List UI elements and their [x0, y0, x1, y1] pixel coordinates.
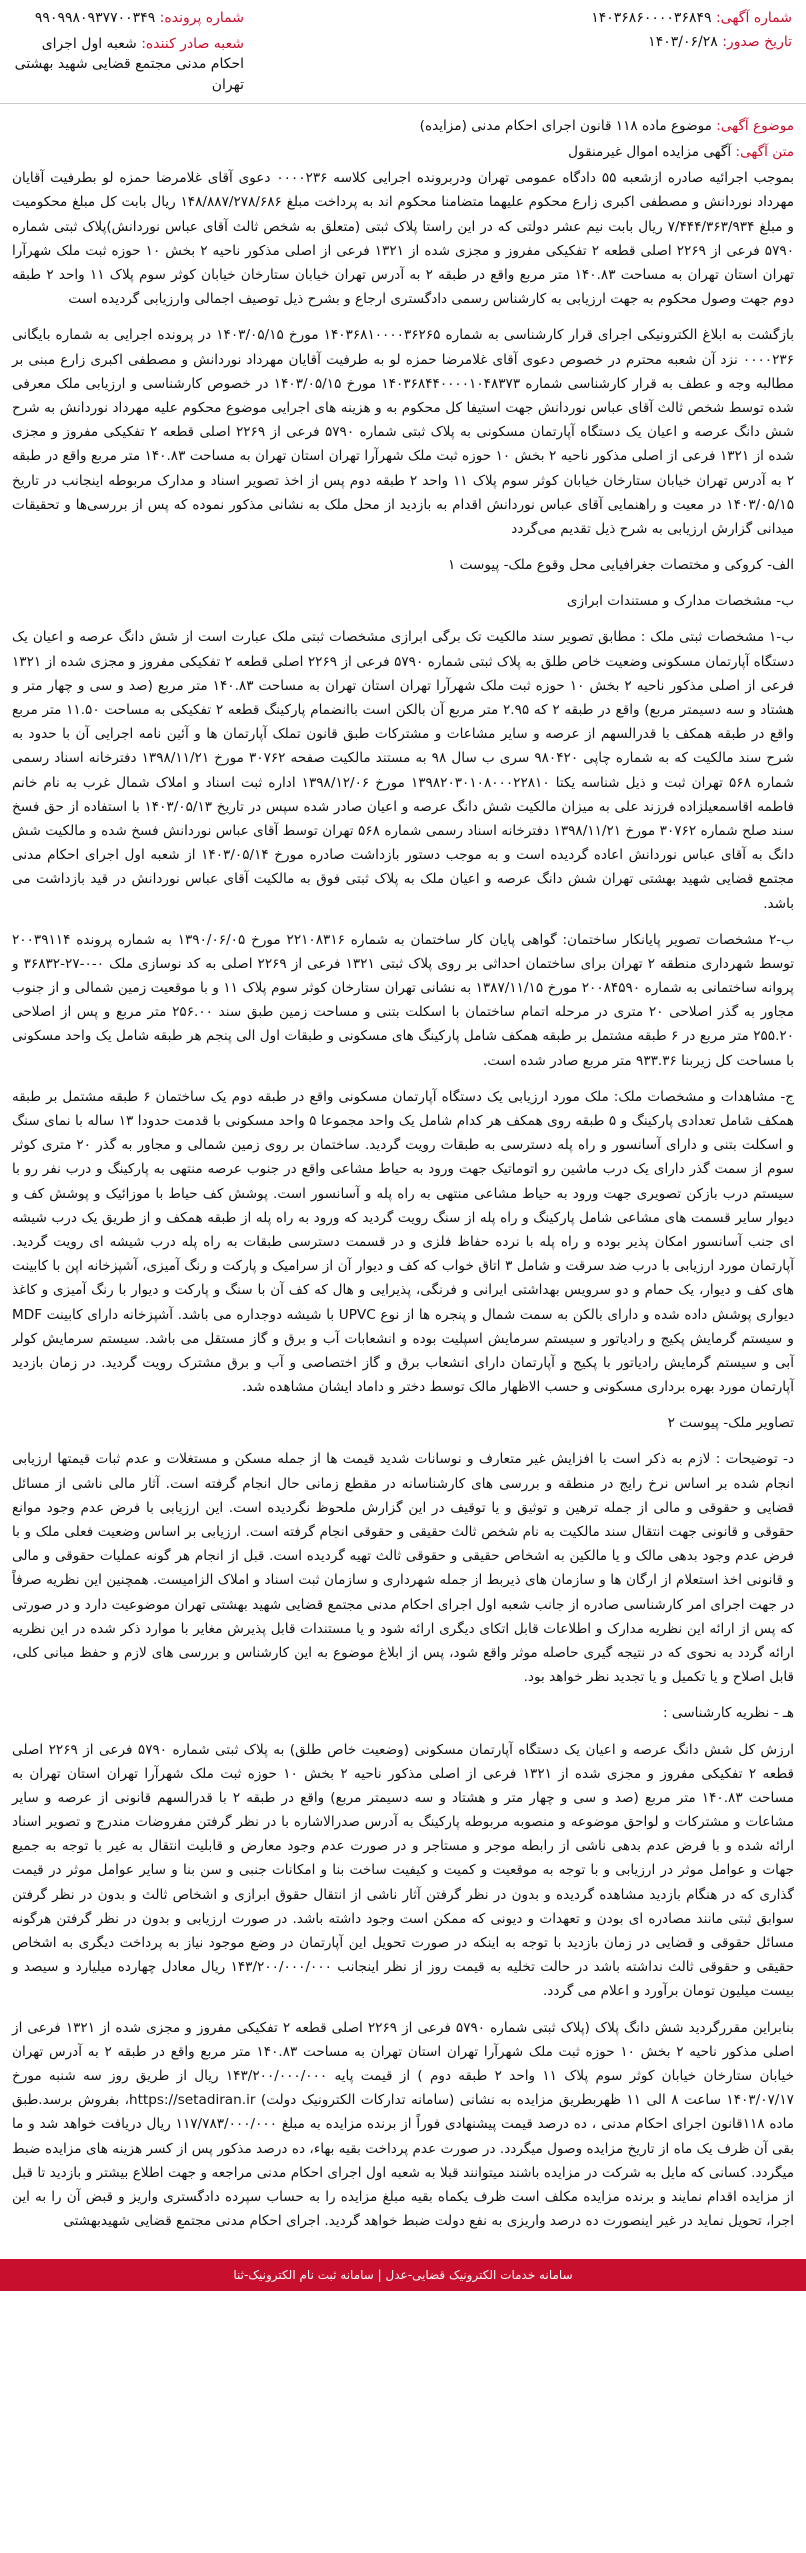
publish-date-value: ۱۴۰۳/۰۶/۲۸ [648, 34, 718, 50]
notice-paragraph: الف- کروکی و مختصات جغرافیایی محل وقوع ملک- پیوست ۱ [447, 557, 794, 574]
notice-paragraph: ارزش کل شش دانگ عرصه و اعیان یک دستگاه آپارتمان مسکونی (وضعیت خاص طلق) به پلاک ثبتی شماره ۵۷۹۰ فرعی از ۲۲۶۹ اصلی قطعه ۲ تفکیکی مفروز و مجزی شده از ۱۳۲۱ فرعی از اصلی مذکور ناحیه ۲ بخش ۱۰ حوزه ثبت ملک شهرآرا تهران استان تهران به مساحت ۱۴۰.۸۳ متر مربع (صد و سی و چهار متر و هشتاد و سه دسیمتر مربع) واقع در طبقه ۲ با قدرالسهم قانونی از عرصه و سایر مشاعات و مشترکات و لواحق موضوعه و منصوبه مربوطه پارکینگ به آدرس صدرالاشاره با در نظر گرفتن مفروضات مندرج و تصویر اسناد ارائه شده و با فرض عدم بدهی ناشی از رابطه موجر و مستاجر و در صورت عدم وجود معارض و قابلیت انتقال به غیر با توجه به جمیع جهات و عوامل موثر در ارزیابی و با توجه به موقعیت و کمیت و کیفیت ساخت بنا و امکانات جنبی و سن بنا و سایر عوامل موثر در قیمت گذاری که در هنگام بازدید مشاهده گردیده و بدون در نظر گرفتن آثار ناشی از انتقال حقوق ابرازی و اشخاص ثالث و بدون در نظر گرفتن سوابق ثبتی مانند مصادره ای بودن و تعهدات و دیونی که ممکن است وجود داشته باشد. در صورت ارزیابی و بدون در نظر گرفتن هرگونه مسائل حقوقی و قضایی در زمان بازدید با توجه به اینکه در صورت تحویل این آپارتمان در وضع موجود نیاز به پرداخت دیگری به اشخاص حقیقی و حقوقی ثالث نداشته باشد در حالت تخلیه به قیمت روز از نظر اینجانب ۱۴۳/۲۰۰/۰۰۰/۰۰۰ ریال معادل چهارده میلیارد و سیصد و بیست میلیون تومان برآورد و اعلام می گردد. [12, 1741, 795, 2000]
ad-text-value: آگهی مزایده اموال غیرمنقول [568, 144, 732, 161]
notice-header [0, 0, 806, 104]
ad-topic-value: موضوع ماده ۱۱۸ قانون اجرای احکام مدنی (مزایده) [419, 117, 712, 134]
site-footer[interactable] [0, 2259, 806, 2291]
issuing-branch-label: شعبه صادر کننده: [141, 36, 244, 52]
case-number-row [35, 10, 244, 26]
ad-number-value: ۱۴۰۳۶۸۶۰۰۰۰۳۶۸۴۹ [591, 10, 712, 26]
notice-paragraph: ب- مشخصات مدارک و مستندات ابرازی [566, 593, 794, 610]
notice-paragraph: ج- مشاهدات و مشخصات ملک: ملک مورد ارزیابی یک دستگاه آپارتمان مسکونی واقع در طبقه دوم یک ساختمان ۶ طبقه مشتمل بر طبقه همکف شامل تعدادی پارکینگ و ۵ طبقه روی همکف هر کدام شامل یک واحد مجموعا ۵ واحد مسکونی با قدمت حدودا ۱۳ ساله با نمای سنگ و اسکلت بتنی و دارای آسانسور و راه پله دسترسی به طبقات رویت گردید. ساختمان بر روی زمین شمالی و مجاور به گذر ۲۰ متری کوثر سوم از سمت گذر دارای یک درب ماشین رو اتوماتیک جهت ورود به حیاط مشاعی واقع در جنوب عرصه منتهی به پارکینگ و درب نفر رو با سیستم درب بازکن تصویری جهت ورود به حیاط مشاعی منتهی به راه پله و آسانسور است. پوشش کف حیاط با موزائیک و پوشش کف و دیوار سایر قسمت های مشاعی شامل پارکینگ و راه پله از سنگ رویت گردید که ورود به راه پله از طبقه همکف و از طریق یک درب شیشه ای جنب آسانسور امکان پذیر بوده و راه پله با نرده حفاظ فلزی و در قسمت دسترسی طبقات به راه پله درب شیشه ای رویت گردید. آپارتمان مورد ارزیابی با درب ضد سرقت و شامل ۳ اتاق خواب که کف و دیوار آن از سرامیک و پارکت و رنگ آمیزی، آشپزخانه اپن با کابینت های کف و دیوار، یک حمام و دو سرویس بهداشتی ایرانی و فرنگی، پذیرایی و هال که کف آن با سنگ و پارکت و دیوار با رنگ آمیزی و کاغذ دیواری پوشش داده شده و دارای بالکن به سمت شمال و پنجره ها از نوع UPVC با شیشه دوجداره می باشد. آشپزخانه دارای کابینت MDF و سیستم گرمایش پکیج و رادیاتور و سیستم سرمایش اسپلیت بوده و انشعابات آب و برق و گاز مستقل می باشد. سیستم سرمایش کولر آبی و سیستم گرمایش رادیاتور با پکیج و آپارتمان دارای انشعاب برق و گاز اختصاصی و آب و برق مشترک رویت گردید. در زمان بازدید آپارتمان مورد بهره برداری مسکونی و حسب الاظهار مالک توسط دختر و داماد ایشان مشاهده شد. [12, 1088, 795, 1396]
notice-paragraph: تصاویر ملک- پیوست ۲ [667, 1415, 794, 1432]
publish-date-row [591, 34, 792, 50]
notice-paragraph: هـ - نظریه کارشناسی : [663, 1705, 794, 1722]
notice-paragraph: بازگشت به ابلاغ الکترونیکی اجرای قرار کارشناسی به شماره ۱۴۰۳۶۸۱۰۰۰۰۳۶۲۶۵ مورخ ۱۴۰۳/۰۵/۱۵ در پرونده اجرایی به شماره بایگانی ۰۰۰۰۲۳۶ نزد آن شعبه محترم در خصوص دعوی آقای غلامرضا حمزه لو به طرفیت آقایان مهرداد نوردانش و مصطفی اکبری زارع مبنی بر مطالبه وجه و عطف به قرار کارشناسی شماره ۱۴۰۳۶۸۴۴۰۰۰۰۱۰۴۸۳۷۳ مورخ ۱۴۰۳/۰۵/۱۵ در خصوص کارشناسی و ارزیابی ملک معرفی شده توسط شخص ثالث آقای عباس نوردانش جهت استیفا کل محکوم به و هزینه های اجرایی موضوع محکوم علیه مهرداد نوردانش به شرح شش دانگ عرصه و اعیان یک دستگاه آپارتمان مسکونی به پلاک ثبتی شماره ۵۷۹۰ فرعی از ۲۲۶۹ اصلی قطعه ۲ تفکیکی مفروز و مجزی شده از ۱۳۲۱ فرعی از اصلی مذکور ناحیه ۲ بخش ۱۰ حوزه ثبت ملک شهرآرا تهران استان تهران به مساحت ۱۴۰.۸۳ متر مربع واقع در طبقه ۲ به آدرس تهران خیابان ستارخان خیابان کوثر سوم پلاک ۱۱ واحد ۲ طبقه دوم پس از اخذ تصویر اسناد و مدارک مربوطه اینجانب در تاریخ ۱۴۰۳/۰۵/۱۵ در معیت و راهنمایی آقای عباس نوردانش اقدام به بازدید از محل ملک به نشانی مذکور نموده که پس از بررسی‌ها و تحقیقات میدانی گزارش ارزیابی به شرح ذیل تقدیم می‌گردد [12, 327, 795, 537]
header-right-column [591, 10, 792, 50]
notice-paragraph: د- توضیحات : لازم به ذکر است با افزایش غیر متعارف و نوسانات شدید قیمت ها از جمله مسکن و مستغلات و عدم ثبات قیمتها ارزیابی انجام شده بر اساس نرخ رایج در منطقه و بررسی های کارشناسانه در مقطع زمانی حال انجام گرفته است. آثار مالی ناشی از مسائل قضایی و حقوقی و مالی از جمله ترهین و توثیق و یا توقیف در این گزارش ملحوظ نگردیده است. این ارزیابی با فرض عدم وجود موانع حقوقی و قانونی جهت انتقال سند مالکیت به نام شخص ثالث حقیقی و حقوقی انجام گرفته است. ارزیابی بر اساس وضعیت فعلی ملک و با فرض عدم وجود بدهی مالک و یا مالکین به اشخاص حقیقی و حقوقی ثالث تهیه گردیده است. قبل از انجام هر گونه عملیات حقوقی و مالی و قانونی اخذ استعلام از ارگان ها و سازمان های ذیربط از جمله شهرداری و سازمان ثبت اسناد و املاک الزامیست. همچنین این نظریه صرفاً در جهت اجرای امر کارشناسی صادره از جانب شعبه اول اجرای احکام مدنی مجتمع قضایی شهید بهشتی تهران موضوعیت دارد و در صورتی که پس از ارائه این نظریه مدارک و اطلاعات قابل اتکای دیگری ارائه شود و یا مستندات قابل پذیرش مغایر با موارد ذکر شده در این نظریه ارائه گردد به نحوی که در نتیجه گیری حاصله موثر واقع شود، پس از ابلاغ موضوع به این کارشناس و بررسی های لازم و حفظ مبانی کلی، قابل اصلاح و یا تکمیل و یا تجدید نظر خواهد بود. [12, 1451, 794, 1686]
ad-topic [12, 114, 794, 138]
case-number-label: شماره پرونده: [159, 10, 244, 26]
ad-topic-label: موضوع آگهی: [716, 117, 794, 134]
ad-text-label: متن آگهی: [735, 144, 794, 161]
notice-paragraph: ب-۱ مشخصات ثبتی ملک : مطابق تصویر سند مالکیت تک برگی ابرازی مشخصات ثبتی ملک عبارت است از شش دانگ عرصه و اعیان یک دستگاه آپارتمان مسکونی وضعیت خاص طلق به پلاک ثبتی شماره ۵۷۹۰ فرعی از ۲۲۶۹ اصلی قطعه ۲ تفکیکی مفروز و مجزی شده از ۱۳۲۱ فرعی از اصلی مذکور ناحیه ۲ بخش ۱۰ حوزه ثبت ملک شهرآرا تهران استان تهران به مساحت ۱۴۰.۸۳ متر مربع (صد و سی و چهار متر و هشتاد و سه دسیمتر مربع) واقع در طبقه ۲ که ۲.۹۵ متر مربع آن بالکن است باانضمام پارکینگ قطعه ۲ تفکیکی به مساحت ۱۱.۵۰ متر مربع واقع در طبقه همکف با قدرالسهم از عرصه و سایر مشاعات و مشترکات طبق قانون تملک آپارتمان ها و آئین نامه اجرایی آن با حدود به شرح سند مالکیت که به شماره چاپی ۹۸۰۴۲۰ سری ب سال ۹۸ به مستند مالکیت صفحه ۳۰۷۶۲ مورخ ۱۳۹۸/۱۱/۲۱ دفترخانه اسناد رسمی شماره ۵۶۸ تهران ثبت و ذیل شناسه یکتا ۱۳۹۸۲۰۳۰۱۰۸۰۰۰۲۲۸۱۰ مورخ ۱۳۹۸/۱۲/۰۶ اداره ثبت اسناد و املاک شمال غرب به نام خانم فاطمه اقاسمعیلزاده فرزند علی به میزان مالکیت شش دانگ عرصه و اعیان صادر شده سپس در تاریخ ۱۴۰۳/۰۵/۱۳ با استفاده از حق فسخ سند صلح شماره ۳۰۷۶۲ مورخ ۱۳۹۸/۱۱/۲۱ دفترخانه اسناد رسمی شماره ۵۶۸ تهران توسط آقای عباس نوردانش فسخ شده و مالکیت شش دانگ به آقای عباس نوردانش اعاده گردیده است و به موجب دستور بازداشت صادره مورخ ۱۴۰۳/۰۵/۱۴ از شعبه اول اجرای احکام مدنی مجتمع قضایی شهید بهشتی تهران شش دانگ عرصه و اعیان ملک به پلاک ثبتی فوق به مالکیت آقای عباس نوردانش در قید بازداشت می باشد. [12, 629, 795, 912]
ad-number-label: شماره آگهی: [715, 10, 792, 26]
issuing-branch-row [14, 34, 244, 95]
footer-links[interactable]: سامانه خدمات الکترونیک قضایی-عدل | سامانه ثبت نام الکترونیک-ثنا [233, 2268, 573, 2283]
header-left-column [14, 10, 244, 95]
notice-content [0, 104, 806, 2243]
notice-paragraph: بنابراین مقررگردید شش دانگ پلاک (پلاک ثبتی شماره ۵۷۹۰ فرعی از ۲۲۶۹ اصلی قطعه ۲ تفکیکی مفروز و مجزی شده از ۱۳۲۱ فرعی از اصلی مذکور ناحیه ۲ بخش ۱۰ حوزه ثبت ملک شهرآرا تهران استان تهران به مساحت ۱۴۰.۸۳ متر مربع واقع در طبقه ۲ به آدرس تهران خیابان ستارخان خیابان کوثر سوم پلاک ۱۱ واحد ۲ طبقه دوم ) از قیمت پایه ۱۴۳/۲۰۰/۰۰۰/۰۰۰ ریال از طریق روز سه شنبه مورخ ۱۴۰۳/۰۷/۱۷ ساعت ۸ الی ۱۱ ظهربطریق مزایده به نشانی (سامانه تدارکات الکترونیک دولت) https://setadiran.ir، بفروش برسد.طبق ماده ۱۱۸قانون اجرای احکام مدنی ، ده درصد قیمت پیشنهادی فوراً از برنده مزایده به مبلغ ۱۱۷/۷۸۳/۰۰۰/۰۰۰ ریال دریافت خواهد شد و ما بقی آن ظرف یک ماه از تاریخ مزایده وصول میگردد. در صورت عدم پرداخت بقیه بهاء، ده درصد مذکور پس از کسر هزینه های مزایده ضبط میگردد. کسانی که مایل به شرکت در مزایده باشند میتوانند قبلا به شعبه اول اجرای احکام مدنی مراجعه و جهت اطلاع بیشتر و بازدید تا قبل از مزایده اقدام نمایند و برنده مزایده مکلف است ظرف یکماه بقیه مبلغ مزایده را به حساب سپرده دادگستری واریز و قبض آن را به این اجرا، تحویل نماید در غیر اینصورت ده درصد واریزی به نفع دولت ضبط خواهد گردید. اجرای احکام مدنی مجتمع قضایی شهیدبهشتی [12, 2019, 795, 2230]
notice-paragraph: ب-۲ مشخصات تصویر پایانکار ساختمان: گواهی پایان کار ساختمان به شماره ۲۲۱۰۸۳۱۶ مورخ ۱۳۹۰/۰۶/۰۵ به شماره پرونده ۲۰۰۳۹۱۱۴ توسط شهرداری منطقه ۲ تهران برای ساختمان احداثی بر روی پلاک ثبتی ۱۳۲۱ فرعی از ۲۲۶۹ اصلی به کد نوسازی ملک ۰-۰-۲۷-۳۶۸۳۲ و پروانه ساختمانی به شماره ۲۰۰۸۴۵۹۰ مورخ ۱۳۸۷/۱۱/۱۵ به نشانی تهران ستارخان کوثر سوم پلاک ۱۱ و با موقعیت زمین شمالی و از جنوب مجاور به گذر اصلاحی ۲۰ متری در مرحله اتمام ساختمان با اسکلت بتنی و مساحت زمین طبق سند ۲۵۶.۰۰ متر مربع و پس از اصلاحی ۲۵۵.۲۰ متر مربع در ۶ طبقه مشتمل بر طبقه همکف شامل پارکینگ های مسکونی و طبقات اول الی پنجم هر طبقه شامل یک واحد مسکونی با مساحت کل زیربنا ۹۳۳.۳۶ متر مربع صادر شده است. [12, 931, 795, 1069]
issuing-branch-value: شعبه اول اجرای احکام مدنی مجتمع قضایی شهید بهشتی تهران [14, 36, 244, 93]
publish-date-label: تاریخ صدور: [722, 34, 792, 50]
ad-text [12, 140, 794, 164]
case-number-value: ۹۹۰۹۹۸۰۹۳۷۷۰۰۳۴۹ [34, 10, 156, 26]
notice-paragraph: بموجب اجرائیه صادره ازشعبه ۵۵ دادگاه عمومی تهران ودربرونده اجرایی کلاسه ۰۰۰۰۲۳۶ دعوی آقای غلامرضا حمزه لو بطرفیت آقایان مهرداد نوردانش و مصطفی اکبری زارع محکوم علیهما متضامنا محکوم اند به پرداخت مبلغ ۱۴۸/۸۸۷/۲۷۸/۶۸۶ ریال بابت کل مبلغ محکومیت و مبلغ ۷/۴۴۴/۳۶۳/۹۳۴ ریال بابت نیم عشر دولتی که در این راستا پلاک ثبتی (متعلق به شخص ثالث آقای عباس نوردانش)پلاک ثبتی شماره ۵۷۹۰ فرعی از ۲۲۶۹ اصلی قطعه ۲ تفکیکی مفروز و مجزی شده از ۱۳۲۱ فرعی از اصلی مذکور ناحیه ۲ بخش ۱۰ حوزه ثبت ملک شهرآرا تهران استان تهران به مساحت ۱۴۰.۸۳ متر مربع واقع در طبقه ۲ به آدرس تهران خیابان ستارخان خیابان کوثر سوم پلاک ۱۱ واحد ۲ طبقه دوم جهت وصول محکوم به جهت ارزیابی به کارشناس رسمی دادگستری ارجاع و بشرح ذیل توصیف اجمالی وارزیابی گردیده است [12, 170, 795, 308]
ad-number-row [591, 10, 792, 26]
